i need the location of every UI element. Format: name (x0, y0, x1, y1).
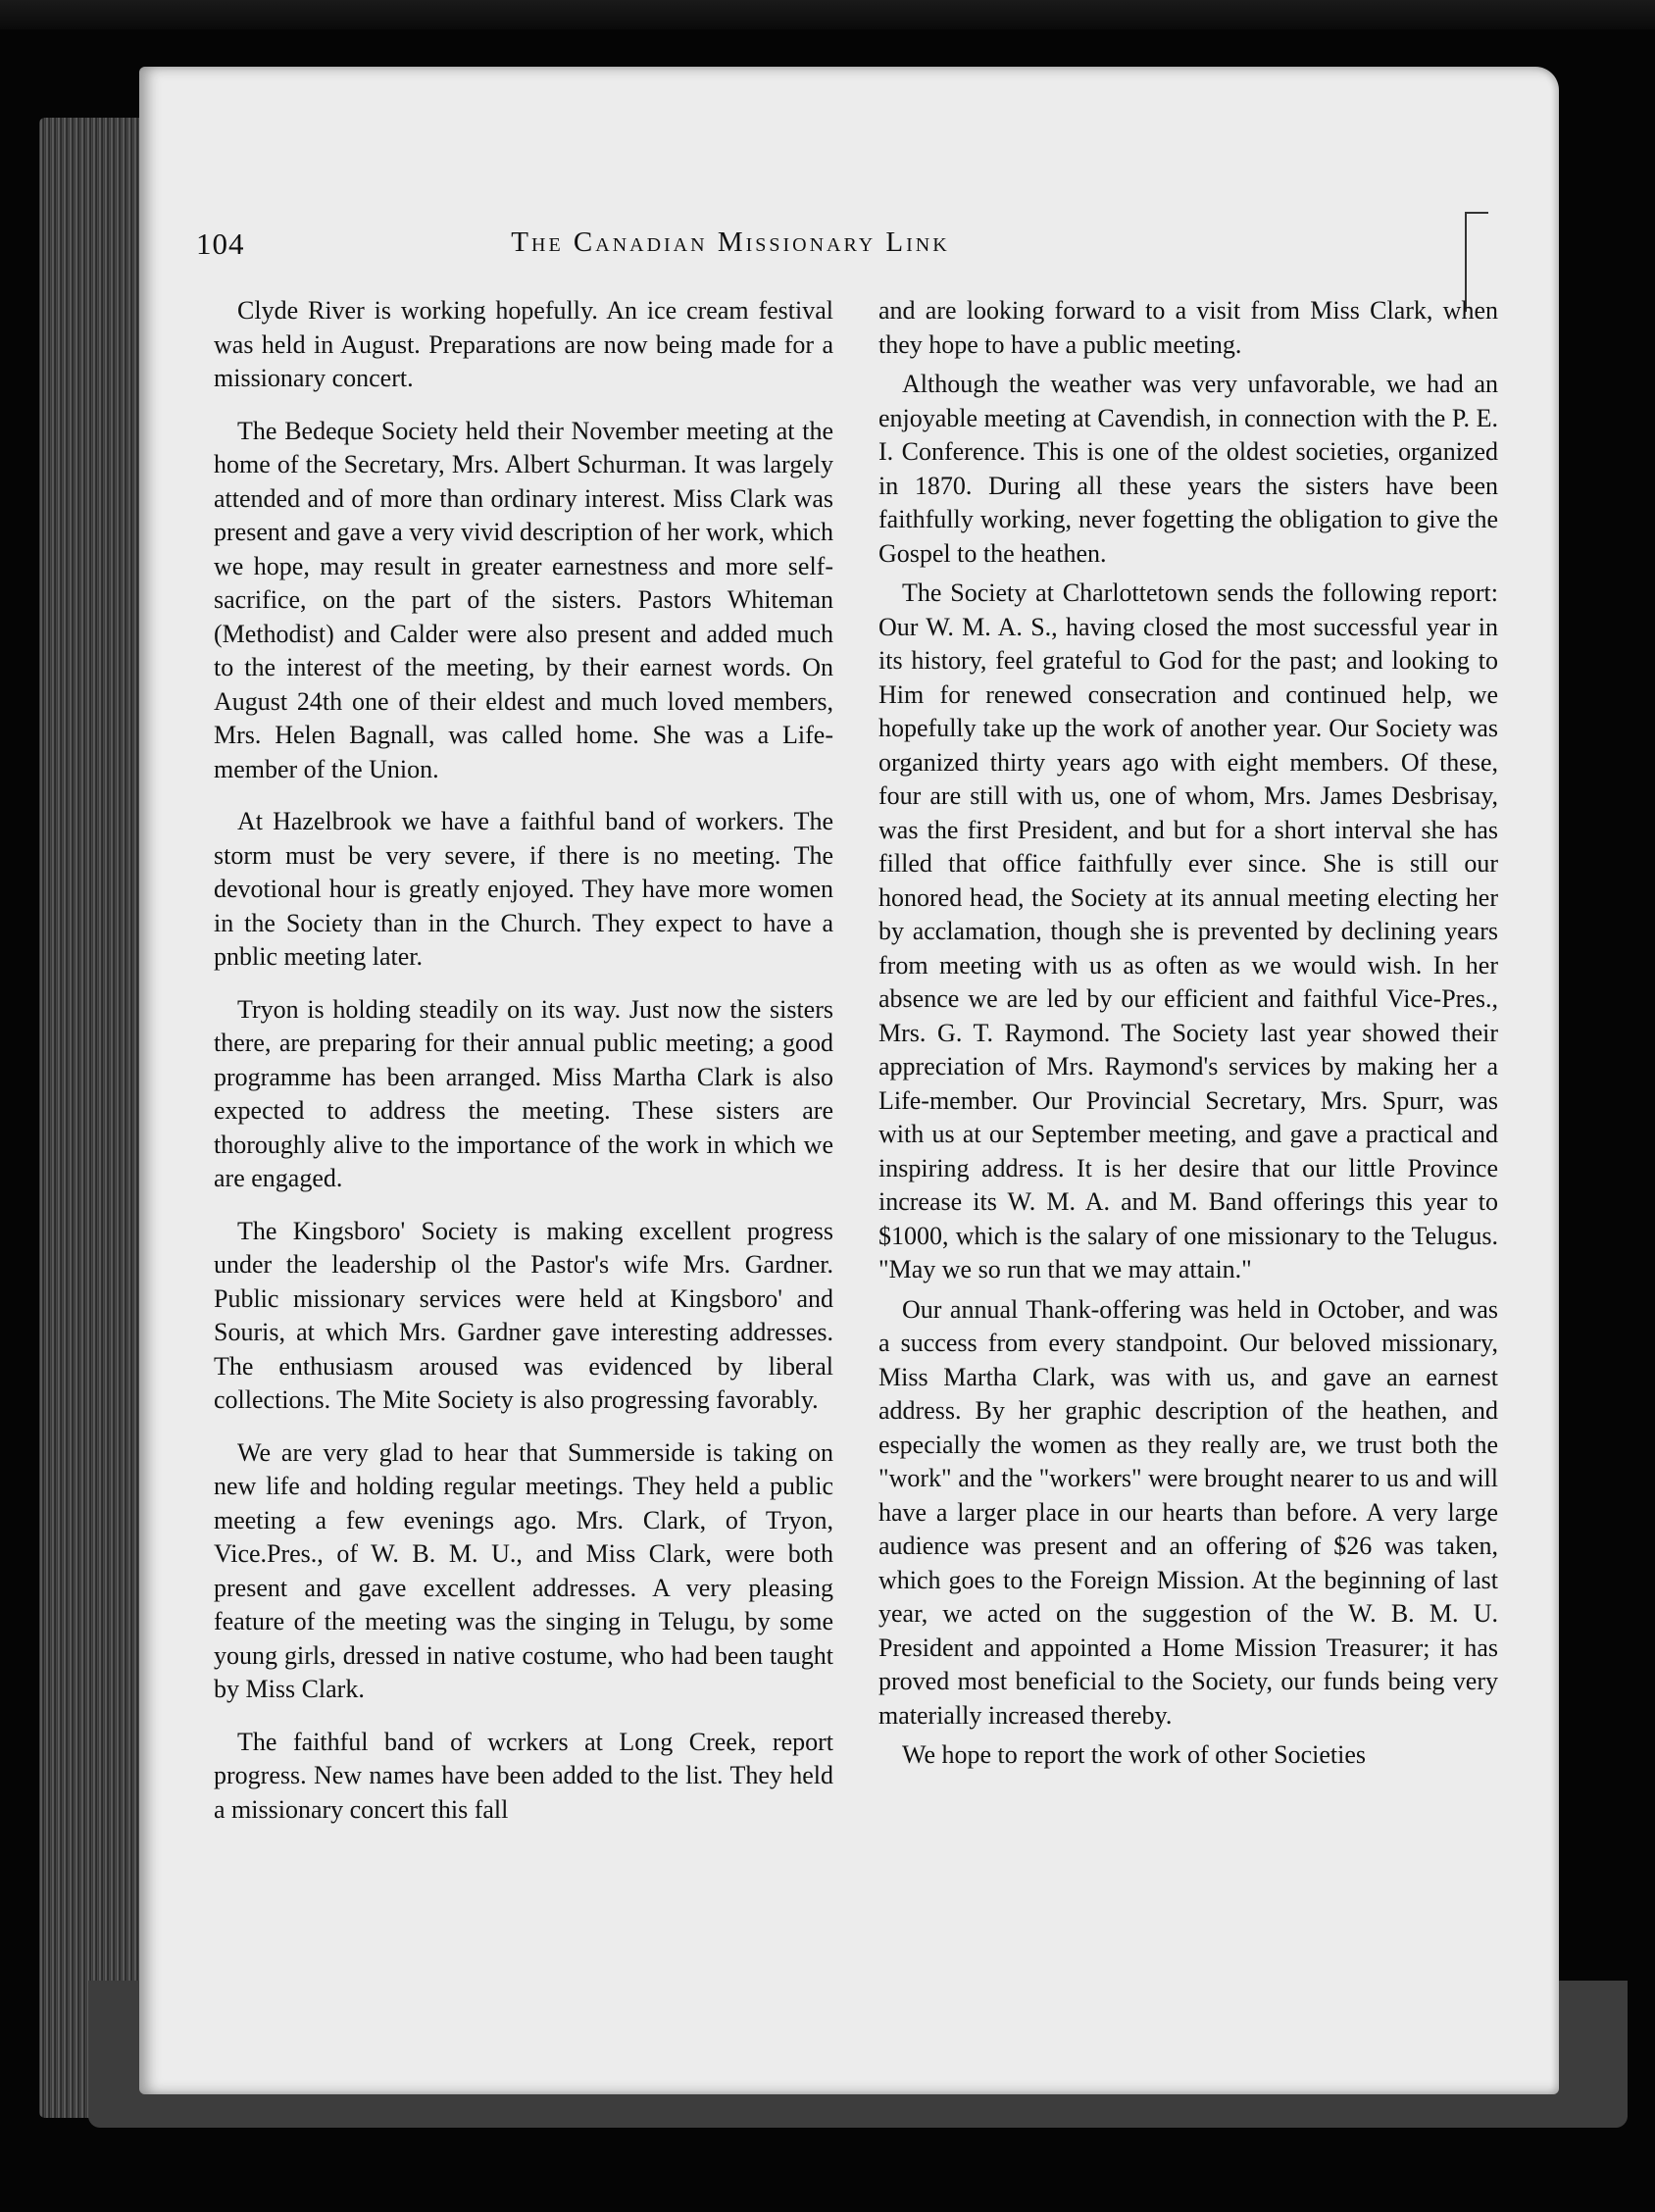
paragraph: The Bedeque Society held their November meeting at the home of the Secretary, Mrs. Albert Schurman. It was largely attended and of more than ordinary interest. Miss Clark was present and gave a very vivid description of her work, which we hope, may result in greater earnestness and more self-sacrifice, on the part of the sisters. Pastors Whiteman (Methodist) and Calder were also present and added much to the interest of the meeting, by their earnest words. On August 24th one of their eldest and much loved members, Mrs. Helen Bagnall, was called home. She was a Life-member of the Union. (214, 416, 833, 783)
running-title: The Canadian Missionary Link (511, 226, 950, 258)
page-edges (39, 118, 147, 2118)
paragraph: We are very glad to hear that Summerside is taking on new life and holding regular meetings. They held a public meeting a few evenings ago. Mrs. Clark, of Tryon, Vice.Pres., of W. B. M. U., and Miss Clark, were both present and gave excellent addresses. A very pleasing feature of the meeting was the singing in Telugu, by some young girls, dressed in native costume, who had been taught by Miss Clark. (214, 1437, 833, 1703)
paragraph: and are looking forward to a visit from Miss Clark, when they hope to have a public meeting. (878, 296, 1498, 359)
left-column (214, 294, 833, 1845)
paragraph: Our annual Thank-offering was held in October, and was a success from every standpoint. Our beloved missionary, Miss Martha Clark, was with us, and gave an earnest address. By her graphic description of the heathen, and especially the women as they really are, we trust both the "work" and the "workers" were brought nearer to us and will have a larger place in our hearts than before. A very large audience was present and an offering of $26 was taken, which goes to the Foreign Mission. At the beginning of last year, we acted on the suggestion of the W. B. M. U. President and appointed a Home Mission Treasurer; it has proved most beneficial to the Society, our funds being very materially increased thereby. (878, 1294, 1498, 1730)
paragraph: The Society at Charlottetown sends the following report: Our W. M. A. S., having closed the most successful year in its history, feel grateful to God for the past; and looking to Him for renewed consecration and continued help, we hopefully take up the work of another year. Our Society was organized thirty years ago with eight members. Of these, four are still with us, one of whom, Mrs. James Desbrisay, was the first President, and but for a short interval she has filled that office faithfully ever since. She is still our honored head, the Society at its annual meeting electing her by acclamation, though she is prevented by declining years from meeting with us as often as we would wish. In her absence we are led by our efficient and faithful Vice-Pres., Mrs. G. T. Raymond. The Society last year showed their appreciation of Mrs. Raymond's services by making her a Life-member. Our Provincial Secretary, Mrs. Spurr, was with us at our September meeting, and gave a practical and inspiring address. It is her desire that our little Province increase its W. M. A. and M. Band offerings this year to $1000, which is the salary of one missionary to the Telugus. "May we so run that we may attain." (878, 578, 1498, 1283)
paragraph: We hope to report the work of other Societies (902, 1740, 1366, 1769)
paragraph: The faithful band of wcrkers at Long Creek, report progress. New names have been added to the list. They held a missionary concert this fall (214, 1727, 833, 1824)
page-header (196, 226, 1530, 285)
top-edge (0, 0, 1655, 29)
journal-page (139, 67, 1559, 2094)
paragraph: Tryon is holding steadily on its way. Just now the sisters there, are preparing for their annual public meeting; a good programme has been arranged. Miss Martha Clark is also expected to address the meeting. These sisters are thoroughly alive to the importance of the work in which we are engaged. (214, 994, 833, 1192)
paragraph: Although the weather was very unfavorable, we had an enjoyable meeting at Cavendish, in connection with the P. E. I. Conference. This is one of the oldest societies, organized in 1870. During all these years the sisters have been faithfully working, never fogetting the obligation to give the Gospel to the heathen. (878, 370, 1498, 568)
paragraph: At Hazelbrook we have a faithful band of workers. The storm must be very severe, if there is no meeting. The devotional hour is greatly enjoyed. They have more women in the Society than in the Church. They expect to have a pnblic meeting later. (214, 807, 833, 971)
paragraph: The Kingsboro' Society is making excellent progress under the leadership ol the Pastor's wife Mrs. Gardner. Public missionary services were held at Kingsboro' and Souris, at which Mrs. Gardner gave interesting addresses. The enthusiasm aroused was evidenced by liberal collections. The Mite Society is also progressing favorably. (214, 1216, 833, 1414)
paragraph: Clyde River is working hopefully. An ice cream festival was held in August. Preparations are now being made for a missionary concert. (214, 296, 833, 392)
page-number: 104 (196, 226, 245, 261)
right-column (878, 294, 1498, 1779)
